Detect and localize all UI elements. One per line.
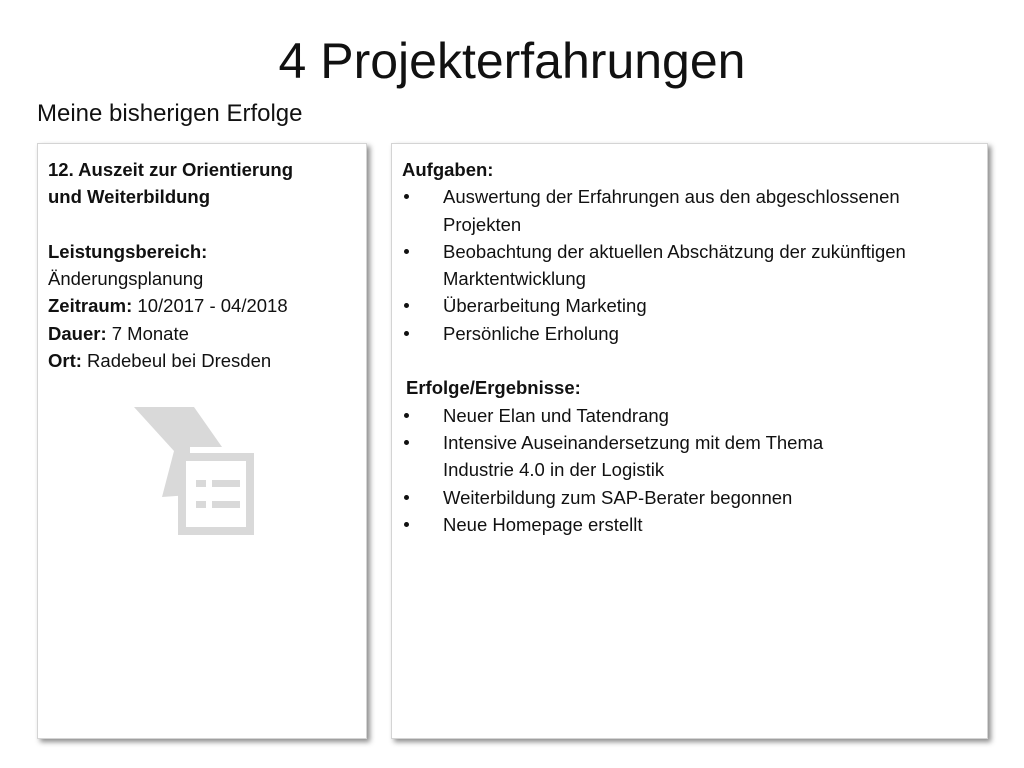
list-item (402, 320, 977, 347)
list-item (402, 238, 977, 293)
project-plan-icon (130, 407, 260, 542)
project-card-text (48, 156, 356, 374)
list-item-text: Auswertung der Erfahrungen aus den abgeschlossenen (443, 186, 900, 208)
page-title: 4 Projekterfahrungen (278, 33, 746, 89)
list-item-text: Überarbeitung Marketing (443, 295, 647, 317)
area-label: Leistungsbereich: (48, 240, 208, 262)
project-card (37, 143, 367, 739)
list-item-text: Projekten (443, 213, 522, 235)
spacer (402, 347, 977, 374)
area-value: Änderungsplanung (48, 268, 204, 290)
period-row (48, 292, 356, 319)
list-item-text: Intensive Auseinandersetzung mit dem Thema (443, 431, 824, 453)
results-heading: Erfolge/Ergebnisse: (406, 377, 581, 399)
list-item-text: Persönliche Erholung (443, 322, 619, 344)
page-subtitle: Meine bisherigen Erfolge (37, 100, 303, 127)
tasks-heading: Aufgaben: (402, 159, 494, 180)
list-item-text: Industrie 4.0 in der Logistik (443, 459, 665, 481)
list-item (402, 511, 977, 538)
list-item-text: Beobachtung der aktuellen Abschätzung der zukünftigen (443, 240, 906, 262)
project-heading-line-1: 12. Auszeit zur Orientierung (48, 159, 293, 180)
details-card-text (402, 156, 977, 538)
details-card (391, 143, 988, 739)
list-item-text: Weiterbildung zum SAP-Berater begonnen (443, 486, 793, 508)
period-label: Zeitraum: (48, 295, 133, 317)
results-list (402, 402, 977, 538)
list-item-text: Marktentwicklung (443, 268, 586, 290)
list-item (402, 292, 977, 319)
list-item-text: Neuer Elan und Tatendrang (443, 404, 669, 426)
list-item (402, 183, 977, 238)
list-item (402, 484, 977, 511)
location-label: Ort: (48, 350, 82, 372)
spacer (48, 211, 356, 238)
list-item-text: Neue Homepage erstellt (443, 513, 643, 535)
duration-label: Dauer: (48, 322, 107, 344)
list-item (402, 402, 977, 429)
tasks-list (402, 183, 977, 347)
duration-row (48, 320, 356, 347)
project-heading-line-2: und Weiterbildung (48, 186, 211, 208)
duration-value: 7 Monate (106, 322, 189, 344)
location-value: Radebeul bei Dresden (81, 350, 272, 372)
list-item (402, 429, 977, 484)
location-row (48, 347, 356, 374)
period-value: 10/2017 - 04/2018 (132, 295, 288, 317)
